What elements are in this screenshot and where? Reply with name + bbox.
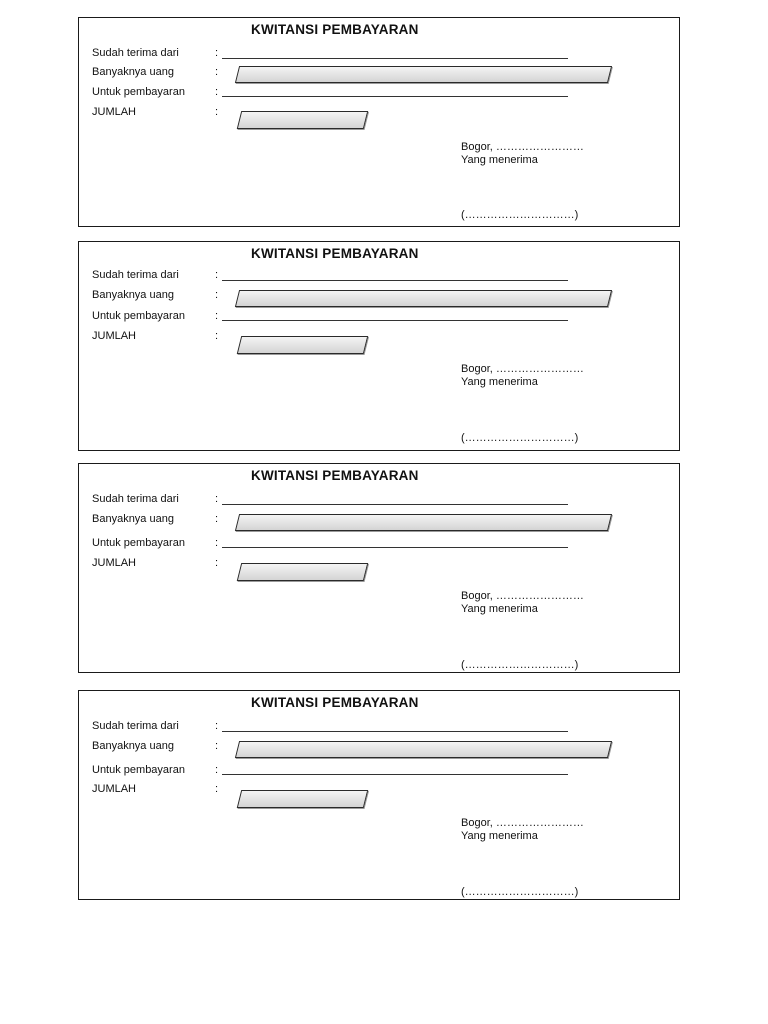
signature-placeholder: (…………………………)	[461, 886, 579, 898]
total-field[interactable]	[237, 790, 368, 808]
label-purpose: Untuk pembayaran	[92, 764, 185, 776]
colon: :	[215, 783, 219, 795]
colon: :	[215, 537, 219, 549]
label-received-from: Sudah terima dari	[92, 493, 179, 505]
receipt-title: KWITANSI PEMBAYARAN	[251, 22, 419, 37]
receiver-label: Yang menerima	[461, 830, 538, 842]
receiver-label: Yang menerima	[461, 376, 538, 388]
colon: :	[215, 740, 219, 752]
receipt-3	[78, 463, 680, 673]
colon: :	[215, 289, 219, 301]
received-from-line[interactable]	[222, 731, 568, 732]
receipt-title: KWITANSI PEMBAYARAN	[251, 246, 419, 261]
label-received-from: Sudah terima dari	[92, 720, 179, 732]
total-field[interactable]	[237, 111, 368, 129]
receiver-label: Yang menerima	[461, 603, 538, 615]
label-total: JUMLAH	[92, 330, 137, 342]
label-purpose: Untuk pembayaran	[92, 310, 185, 322]
label-amount-text: Banyaknya uang	[92, 740, 174, 752]
receipt-title: KWITANSI PEMBAYARAN	[251, 468, 419, 483]
place-date: Bogor, ……………………	[461, 141, 584, 153]
signature-placeholder: (…………………………)	[461, 659, 579, 671]
colon: :	[215, 269, 219, 281]
purpose-line[interactable]	[222, 774, 568, 775]
label-purpose: Untuk pembayaran	[92, 537, 185, 549]
colon: :	[215, 764, 219, 776]
purpose-line[interactable]	[222, 96, 568, 97]
amount-in-words-field[interactable]	[235, 290, 612, 307]
label-received-from: Sudah terima dari	[92, 269, 179, 281]
amount-in-words-field[interactable]	[235, 741, 612, 758]
colon: :	[215, 86, 219, 98]
label-purpose: Untuk pembayaran	[92, 86, 185, 98]
colon: :	[215, 557, 219, 569]
total-field[interactable]	[237, 563, 368, 581]
colon: :	[215, 720, 219, 732]
label-received-from: Sudah terima dari	[92, 47, 179, 59]
received-from-line[interactable]	[222, 58, 568, 59]
label-amount-text: Banyaknya uang	[92, 66, 174, 78]
amount-in-words-field[interactable]	[235, 66, 612, 83]
purpose-line[interactable]	[222, 547, 568, 548]
receipt-title: KWITANSI PEMBAYARAN	[251, 695, 419, 710]
signature-placeholder: (…………………………)	[461, 209, 579, 221]
total-field[interactable]	[237, 336, 368, 354]
colon: :	[215, 66, 219, 78]
colon: :	[215, 310, 219, 322]
amount-in-words-field[interactable]	[235, 514, 612, 531]
receipt-2	[78, 241, 680, 451]
place-date: Bogor, ……………………	[461, 363, 584, 375]
label-amount-text: Banyaknya uang	[92, 513, 174, 525]
colon: :	[215, 106, 219, 118]
received-from-line[interactable]	[222, 280, 568, 281]
receipt-4	[78, 690, 680, 900]
place-date: Bogor, ……………………	[461, 817, 584, 829]
place-date: Bogor, ……………………	[461, 590, 584, 602]
colon: :	[215, 47, 219, 59]
label-amount-text: Banyaknya uang	[92, 289, 174, 301]
received-from-line[interactable]	[222, 504, 568, 505]
signature-placeholder: (…………………………)	[461, 432, 579, 444]
receiver-label: Yang menerima	[461, 154, 538, 166]
colon: :	[215, 493, 219, 505]
label-total: JUMLAH	[92, 106, 137, 118]
colon: :	[215, 513, 219, 525]
receipt-1	[78, 17, 680, 227]
label-total: JUMLAH	[92, 783, 137, 795]
label-total: JUMLAH	[92, 557, 137, 569]
purpose-line[interactable]	[222, 320, 568, 321]
colon: :	[215, 330, 219, 342]
